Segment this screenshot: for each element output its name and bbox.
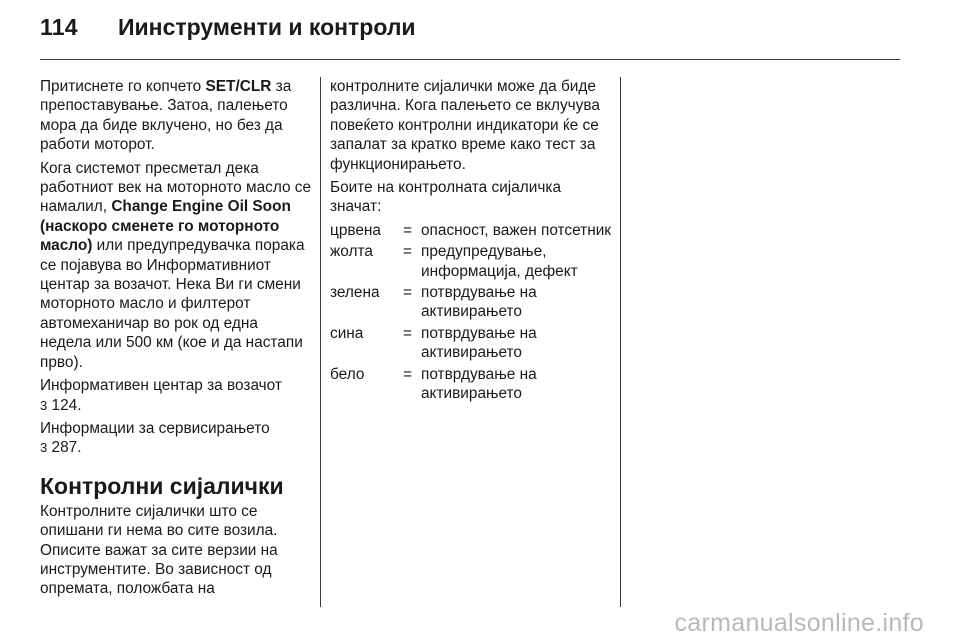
change-engine-oil-message: Change Engine Oil Soon (наскоро сменете го моторното масло) xyxy=(40,198,291,255)
legend-description: опасност, важен потсетник xyxy=(421,221,612,239)
page-title: Иинструменти и контроли xyxy=(118,14,416,40)
legend-color: црвена xyxy=(330,221,381,239)
watermark: carmanualsonline.info xyxy=(674,609,924,637)
reference-page: 124. xyxy=(47,396,82,414)
legend-row xyxy=(330,221,612,240)
page-number: 114 xyxy=(40,14,78,40)
text: Кога системот пресметал дека работниот век на моторното масло се намалил, xyxy=(40,159,312,216)
paragraph-set-clr xyxy=(40,77,312,155)
reference-service-info xyxy=(40,419,312,458)
legend-description: предупредување, информација, дефект xyxy=(421,243,578,280)
legend-row xyxy=(330,365,612,404)
legend-equals: = xyxy=(403,284,412,302)
legend-color: жолта xyxy=(330,243,373,261)
text: Притиснете го копчето xyxy=(40,78,206,95)
color-legend xyxy=(330,221,612,404)
legend-equals: = xyxy=(403,221,412,239)
paragraph-control-indicators: Контролните сијалички што се опишани ги нема во сите возила. Описите важат за сите верзии на инструментите. Во зависност од опремата, положбата на xyxy=(40,502,278,598)
column-divider xyxy=(620,77,621,607)
paragraph-colors-intro: Боите на контролната сијаличка значат: xyxy=(330,179,562,216)
legend-description: потврдување на активирањето xyxy=(421,365,537,403)
reference-label: Информации за сервисирањето xyxy=(40,419,270,437)
reference-label: Информативен центар за возачот xyxy=(40,377,282,395)
text: за препоставување. Затоа, палењето мора да биде вклучено, но без да работи моторот. xyxy=(40,78,292,154)
legend-equals: = xyxy=(403,324,412,342)
left-column xyxy=(40,77,312,603)
legend-equals: = xyxy=(403,243,412,261)
legend-row xyxy=(330,283,612,322)
section-heading: Контролни сијалички xyxy=(40,472,284,499)
legend-color: сина xyxy=(330,324,364,342)
set-clr-button-label: SET/CLR xyxy=(205,78,272,95)
reference-driver-info-center xyxy=(40,376,312,415)
paragraph-oil-life xyxy=(40,159,312,372)
legend-description: потврдување на активирањето xyxy=(421,284,537,321)
page-reference-icon: 3 xyxy=(40,397,48,413)
paragraph-indicator-test: контролните сијалички може да биде различна. Кога палењето се вклучува повеќето контролни индикатори ќе се запалат за кратко време како тест за функционирањето. xyxy=(330,78,600,173)
legend-row xyxy=(330,242,612,281)
legend-description: потврдување на активирањето xyxy=(421,324,537,362)
column-divider xyxy=(320,77,321,607)
legend-color: бело xyxy=(330,365,365,383)
middle-column xyxy=(330,77,612,406)
legend-row xyxy=(330,324,612,363)
text: или предупредувачка порака се појавува во Информативниот центар за возачот. Нека Ви ги смени моторното масло и филтерот автомеханичар во рок од една недела или 500 км (кое и да настапи прво). xyxy=(40,237,305,371)
header-rule xyxy=(40,59,900,60)
page-reference-icon: 3 xyxy=(40,440,48,456)
legend-color: зелена xyxy=(330,284,380,302)
reference-page: 287. xyxy=(47,439,82,457)
legend-equals: = xyxy=(403,365,412,383)
